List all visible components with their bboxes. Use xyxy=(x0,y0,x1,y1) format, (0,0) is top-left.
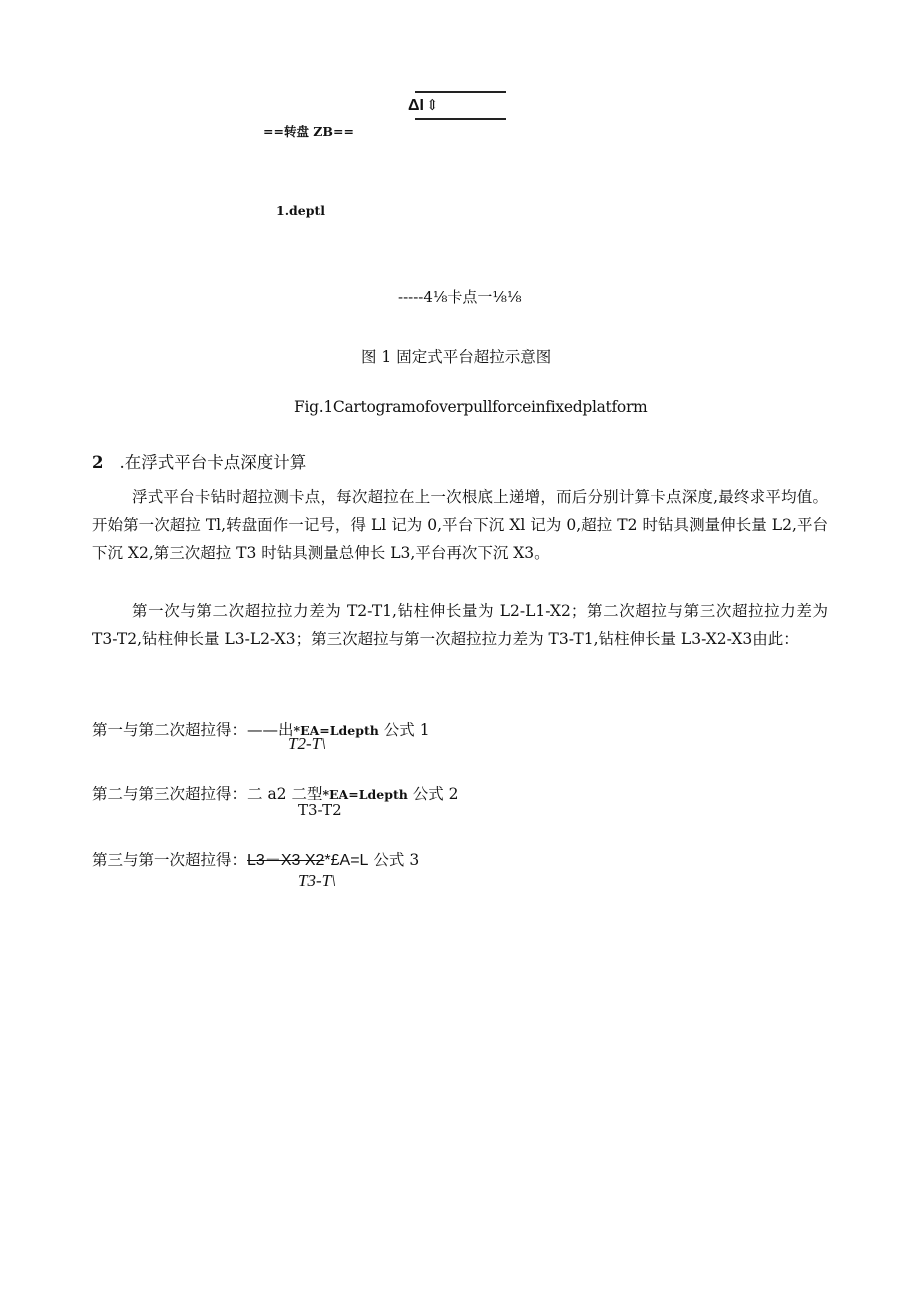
formula-1-numerator: ——出 xyxy=(247,721,294,739)
formula-3-numerator-suffix: *£A=L xyxy=(324,852,369,869)
formula-1-row xyxy=(92,718,430,740)
figure-bottom-line xyxy=(415,118,506,120)
depth-label: 1.deptl xyxy=(276,203,326,218)
turntable-label: ==转盘 ZB== xyxy=(263,124,354,139)
figure-caption-en: Fig.1Cartogramofoverpullforceinfixedplatform xyxy=(294,398,648,416)
formula-2-tag: 公式 2 xyxy=(412,785,459,803)
figure-caption-cn: 图 1 固定式平台超拉示意图 xyxy=(361,348,552,366)
paragraph-2: 第一次与第二次超拉拉力差为 T2-T1,钻柱伸长量为 L2-L1-X2；第二次超拉与第三次超拉拉力差为 T3-T2,钻柱伸长量 L3-L2-X3；第三次超拉与第一次超拉拉力差为 T3-T1,钻柱伸长量 L3-X2-X3由此： xyxy=(92,602,828,648)
formula-1-label: 第一与第二次超拉得： xyxy=(92,721,248,739)
formula-1-numerator-suffix: *EA=Ldepth xyxy=(293,723,379,738)
formula-3-tag: 公式 3 xyxy=(373,851,420,869)
formula-3-row xyxy=(92,847,419,870)
section-heading xyxy=(92,449,306,473)
formula-3-label: 第三与第一次超拉得： xyxy=(92,851,248,869)
formula-2-row xyxy=(92,782,459,804)
formula-1-tag: 公式 1 xyxy=(383,721,430,739)
formula-3-numerator: L3－X3 X2 xyxy=(247,852,325,869)
stuck-point-label: -----4⅛卡点一⅛⅛ xyxy=(398,288,522,306)
formula-2-label: 第二与第三次超拉得： xyxy=(92,785,248,803)
delta-label: ΔI xyxy=(408,97,424,114)
formula-2-denominator: T3-T2 xyxy=(298,801,342,819)
formula-2-numerator: 二 a2 二型 xyxy=(247,785,323,803)
paragraph-1: 浮式平台卡钻时超拉测卡点，每次超拉在上一次根底上递增，而后分别计算卡点深度,最终求平均值。开始第一次超拉 Tl,转盘面作一记号，得 Ll 记为 0,平台下沉 Xl 记为 0,超拉 T2 时钻具测量伸长量 L2,平台下沉 X2,第三次超拉 T3 时钻具测量总伸长 L3,平台再次下沉 X3。 xyxy=(92,488,828,562)
formula-2-numerator-suffix: *EA=Ldepth xyxy=(322,787,408,802)
double-arrow-icon: ⇕ xyxy=(426,96,439,114)
formula-3-denominator: T3-T\ xyxy=(298,871,336,890)
section-title: .在浮式平台卡点深度计算 xyxy=(119,453,307,472)
formula-1-denominator: T2-T\ xyxy=(288,734,326,753)
section-number: 2 xyxy=(92,453,104,472)
